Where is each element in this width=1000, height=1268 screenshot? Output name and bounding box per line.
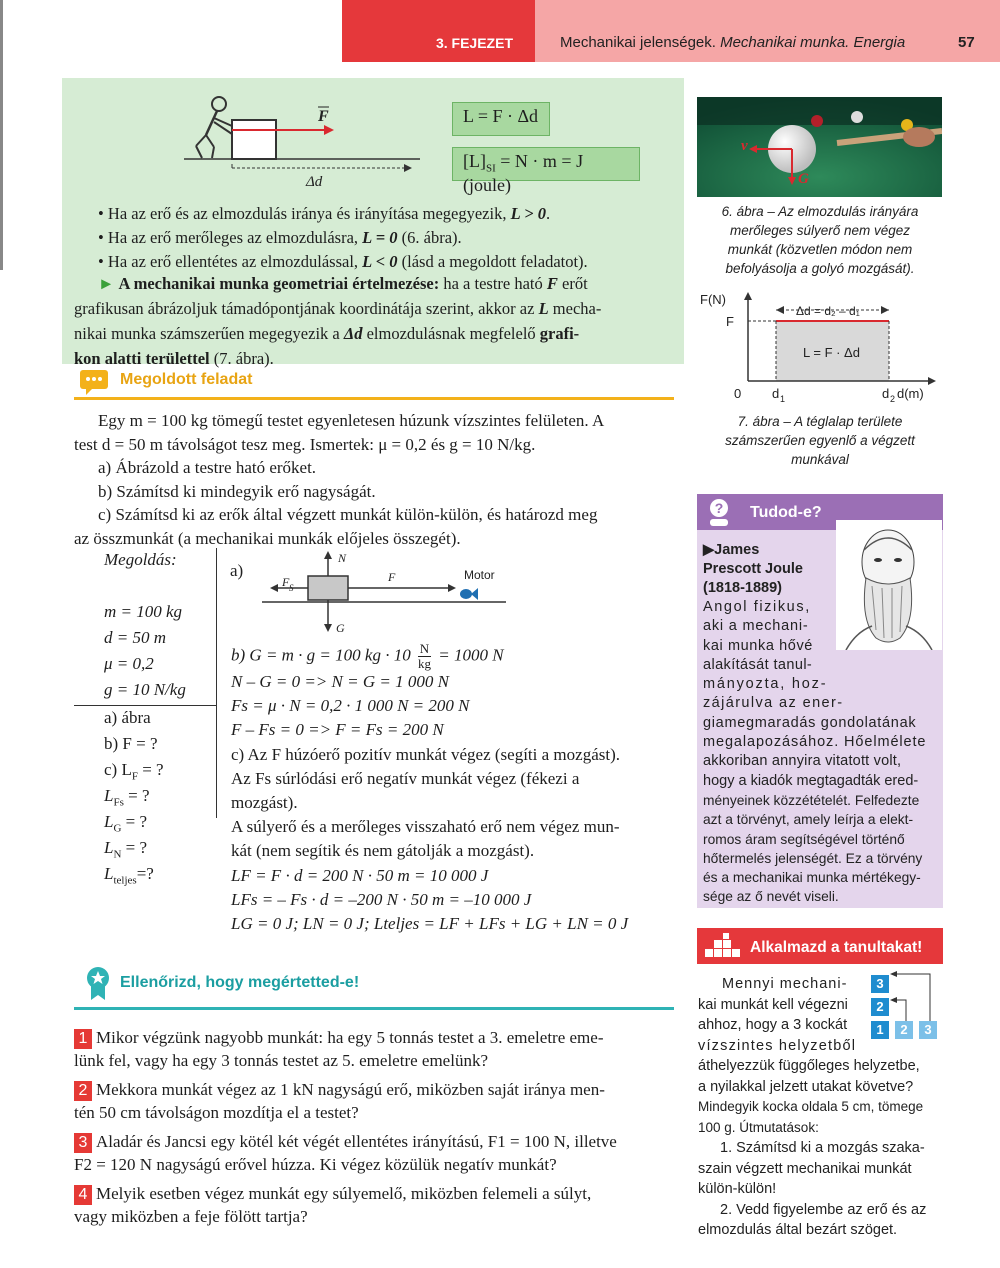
cube-1: 1 — [871, 1021, 889, 1039]
figure-7-caption: 7. ábra – A téglalap területe számszerűen egyenlő a végzett munkával — [725, 414, 915, 467]
problem-statement: Egy m = 100 kg tömegű testet egyenletesen húzunk vízszintes felületen. A test d = 50 m távolságot tesz meg. Ismertek: μ = 0,2 és g = 10 N/kg. a) Ábrázold a testre ható erőket. b) Számítsd ki mindegyik erő nagyságát. c) Számítsd ki az erők által végzett munkát külön-külön, és határozd meg az összmunkát (a mechanikai munkák előjeles összegét). — [74, 411, 605, 548]
weight-label: G — [798, 171, 809, 187]
Fs-label: F — [282, 575, 290, 589]
cube-2-slot: 2 — [895, 1021, 913, 1039]
force-diagram — [226, 550, 516, 640]
solved-heading: Megoldott feladat — [120, 371, 253, 388]
asked-LFs: $L_{Fs}$ = ? — [104, 786, 150, 809]
bullet-positive: • Ha az erő és az elmozdulás iránya és irányítása megegyezik, L > 0. — [98, 204, 551, 223]
graph-ylabel: F(N) — [700, 292, 726, 307]
motor-label: Motor — [464, 568, 495, 582]
graph-F-tick: F — [726, 314, 734, 329]
G-label: G — [336, 621, 345, 635]
push-box-diagram — [184, 92, 426, 192]
displacement-label: Δd — [306, 174, 323, 190]
asked-LF: c) $L_F$ = ? — [104, 760, 164, 783]
question-4: 4 Melyik esetben végez munkát egy súlyemelő, miközben felemeli a súlyt, — [74, 1182, 678, 1205]
svg-text:?: ? — [714, 500, 724, 516]
billiard-photo — [697, 97, 942, 197]
solved-divider — [74, 397, 674, 400]
graph-d2-tick: d — [882, 386, 890, 401]
cube-3-slot: 3 — [919, 1021, 937, 1039]
joule-biography: Angol fizikus, aki a mechani- kai munka hővé alakítását tanul- mányozta, hoz- zájárulva az ener- giamegmaradás gondolatának megalapozásához. Hőelmélete akkoriban annyira vitatott volt, hogy a kiadók megtagadták ered- ményeinek közzétételét. Felfedezte azt a törvényt, amely leírja a elekt- romos áram segítségével történő hőtermelés jelenségét. Ez a törvény és a mechanikai munka mértékegy- sége az ő nevét viseli. — [703, 599, 927, 905]
given-g: g = 10 N/kg — [104, 680, 186, 699]
binding-edge — [0, 0, 3, 270]
asked-Lteljes: $L_{teljes}=$? — [104, 864, 154, 887]
check-divider — [74, 1007, 674, 1010]
figure-6-caption: 6. ábra – Az elmozdulás irányára merőleges súlyerő nem végez munkát (közvetlen módon nem befolyásolja a golyó mozgását). — [721, 204, 919, 276]
graph-delta-d: Δd = d₂ – d₁ — [796, 304, 860, 318]
apply-heading: Alkalmazd a tanultakat! — [750, 939, 923, 956]
N-label: N — [338, 551, 347, 565]
bullet-negative: • Ha az erő ellentétes az elmozdulással, L < 0 (lásd a megoldott feladatot). — [98, 252, 588, 271]
check-heading: Ellenőrizd, hogy megértetted-e! — [120, 974, 360, 991]
solution-b-G: b) G = m · g = 100 kg · 10 $\frac{N}{kg}$ = 1000 N — [231, 641, 504, 671]
solution-horizontal-rule — [74, 705, 216, 706]
question-2: 2 Mekkora munkát végez az 1 kN nagyságú erő, miközben saját iránya men- — [74, 1078, 678, 1101]
graph-d1-tick: d — [772, 386, 780, 401]
joule-name: ▶James Prescott Joule (1818-1889) — [703, 542, 803, 596]
header-chapter-band — [342, 0, 535, 62]
asked-LG: $L_G$ = ? — [104, 812, 148, 835]
cube-3-stacked: 3 — [871, 975, 889, 993]
check-questions: 1 Mikor végzünk nagyobb munkát: ha egy 5 tonnás testet a 3. emeletre eme- lünk fel, vagy ha egy 3 tonnás testet az 5. emeletre emelünk? 2 Mekkora munkát végez az 1 kN nagyságú erő, miközben saját iránya men- tén 50 cm távolságon mozdítja el a testet? 3 Aladár és Jancsi egy kötél két végét ellentétes irányítású, F1 = 100 N, illetve F2 = 120 N nagyságú erővel húzza. Ki végez közülük negatív munkát? 4 Melyik esetben végez munkát egy súlyemelő, miközben felemeli a súlyt, vagy miközben a feje fölött tartja? — [74, 1026, 678, 1228]
given-mu: μ = 0,2 — [104, 654, 154, 673]
solution-steps: N – G = 0 => N = G = 1 000 N Fs = μ · N = 0,2 · 1 000 N = 200 N F – Fs = 0 => F = Fs = 200 N c) Az F húzóerő pozitív munkát végez (segíti a mozgást). Az Fs súrlódási erő negatív munkát végez (fékezi a mozgást). A súlyerő és a merőleges visszaható erő nem végez mun- kát (nem segítik és nem gátolják a mozgást). LF = F · d = 200 N · 50 m = 10 000 J LFs = – Fs · d = –200 N · 50 m = –10 000 J LG = 0 J; LN = 0 J; Lteljes = LF + LFs + LG + LN = 0 J — [231, 672, 629, 934]
page-number: 57 — [958, 34, 975, 51]
asked-b: b) F = ? — [104, 734, 158, 753]
geometric-interpretation: ► A mechanikai munka geometriai értelmezése: ha a testre ható F erőt grafikusan ábrázoljuk támadópontjának koordinátája szerint, akkor az L mecha- nikai munka számszerűen megegyezik a Δd elmozdulásnak megfelelő grafi- kon alatti területtel (7. ábra). — [74, 274, 602, 368]
given-d: d = 50 m — [104, 628, 166, 647]
did-you-know-heading: Tudod-e? — [750, 504, 822, 521]
graph-d1-subscript: 1 — [780, 394, 786, 404]
F-label: F — [388, 570, 396, 584]
bullet-zero: • Ha az erő merőleges az elmozdulásra, L = 0 (6. ábra). — [98, 228, 462, 247]
graph-area-label: L = F · Δd — [803, 345, 860, 360]
chapter-label: 3. FEJEZET — [435, 35, 513, 51]
given-m: m = 100 kg — [104, 602, 183, 621]
header-title-band — [535, 0, 1000, 62]
cube-2-stacked: 2 — [871, 998, 889, 1016]
asked-a: a) ábra — [104, 708, 151, 727]
question-person-icon — [704, 497, 734, 527]
question-1: 1 Mikor végzünk nagyobb munkát: ha egy 5 tonnás testet a 3. emeletre eme- — [74, 1026, 678, 1049]
force-label: F — [318, 108, 329, 125]
asked-LN: $L_N$ = ? — [104, 838, 148, 861]
graph-origin: 0 — [734, 386, 742, 401]
solution-label: Megoldás: — [104, 550, 177, 569]
running-title: Mechanikai jelenségek. Mechanikai munka. Energia — [560, 34, 906, 51]
stairs-blocks-icon — [704, 933, 742, 959]
apply-text: Mennyi mechani- kai munkát kell végezni ahhoz, hogy a 3 kockát vízszintes helyzetből áthelyezzük függőleges helyzetbe, a nyilakkal jelzett utakat követve? Mindegyik kocka oldala 5 cm, tömege 100 g. Útmutatások: 1. Számítsd ki a mozgás szaka- szain végzett mechanikai munkát külön-külön! 2. Vedd figyelembe az erő és az elmozdulás által bezárt szöget. — [698, 976, 927, 1238]
graph-d2-subscript: 2 — [890, 394, 896, 404]
diagram-a-label: a) — [230, 561, 244, 580]
unit-formula: $[L]_{SI} = N \cdot m = J$ (joule) — [452, 147, 640, 181]
velocity-label: v — [741, 138, 748, 154]
question-3: 3 Aladár és Jancsi egy kötél két végét ellentétes irányítású, F1 = 100 N, illetve — [74, 1130, 678, 1153]
Fs-subscript: S — [289, 583, 294, 593]
force-displacement-graph — [700, 288, 945, 410]
speech-bubble-icon — [78, 368, 112, 396]
star-badge-icon — [86, 966, 110, 1002]
graph-xlabel: d(m) — [897, 386, 924, 401]
solution-vertical-rule — [216, 548, 217, 818]
work-formula: L = F · Δd — [452, 102, 550, 136]
